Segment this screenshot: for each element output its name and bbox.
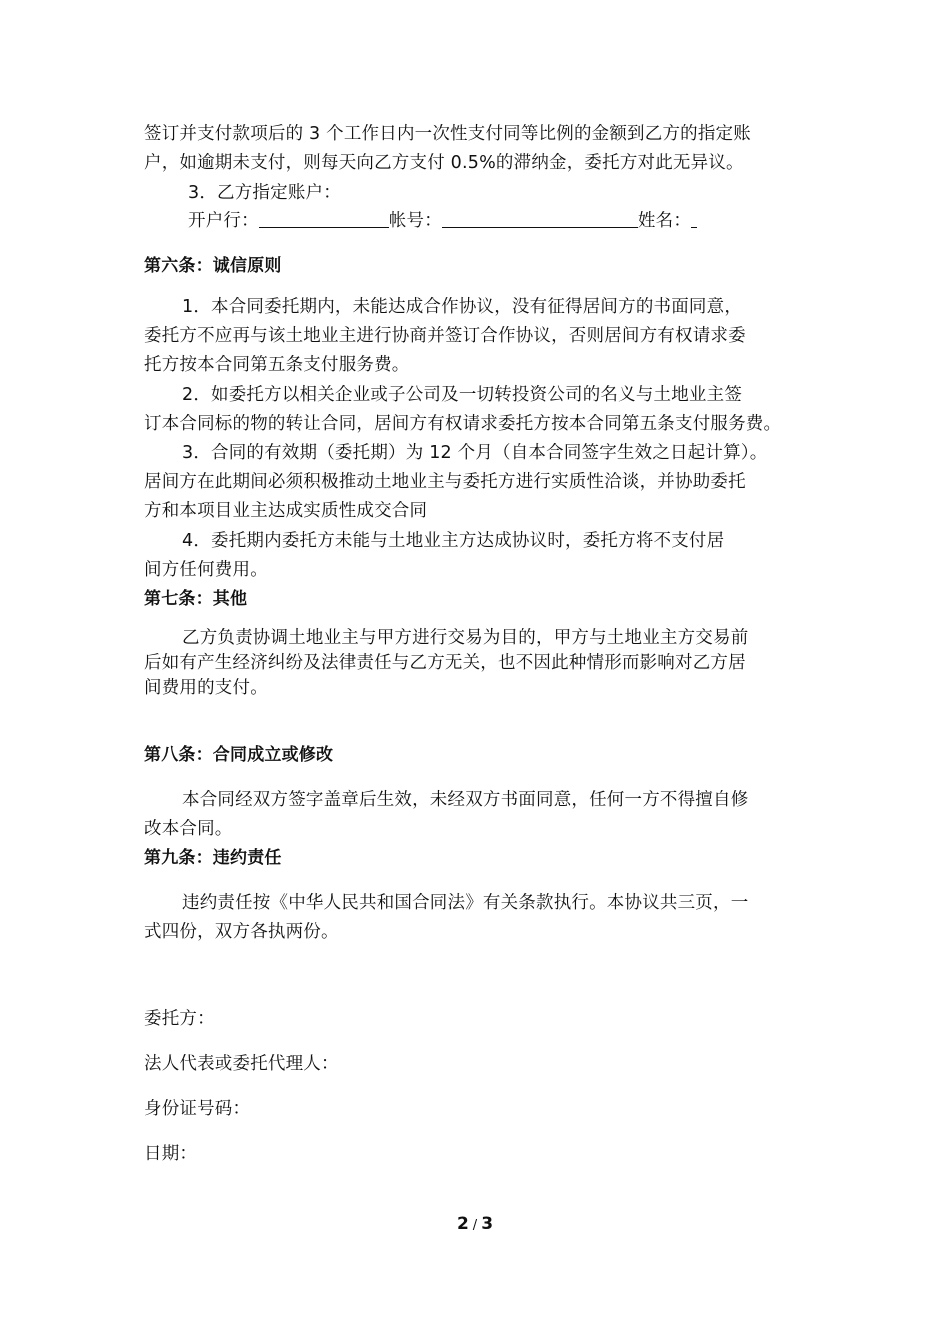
body-line: 居间方在此期间必须积极推动土地业主与委托方进行实质性洽谈，并协助委托 — [144, 472, 746, 492]
body-line: 订本合同标的物的转让合同，居间方有权请求委托方按本合同第五条支付服务费。 — [144, 414, 782, 434]
account-name-blank — [691, 209, 697, 228]
body-line: 间费用的支付。 — [144, 678, 268, 698]
account-line — [188, 207, 697, 235]
article-9-heading: 第九条：违约责任 — [144, 848, 282, 868]
signature-representative: 法人代表或委托代理人： — [144, 1054, 339, 1074]
body-line: 本合同经双方签字盖章后生效，未经双方书面同意，任何一方不得擅自修 — [182, 790, 749, 810]
page-total: 3 — [481, 1214, 494, 1234]
account-no-blank — [442, 209, 638, 228]
body-line: 乙方负责协调土地业主与甲方进行交易为目的，甲方与土地业主方交易前 — [182, 628, 749, 648]
body-line: 后如有产生经济纠纷及法律责任与乙方无关，也不因此种情形而影响对乙方居 — [144, 653, 746, 673]
body-line: 式四份，双方各执两份。 — [144, 922, 339, 942]
bank-blank — [259, 209, 389, 228]
signature-id-number: 身份证号码： — [144, 1099, 251, 1119]
account-no-label: 帐号： — [388, 211, 442, 231]
body-line: 委托方不应再与该土地业主进行协商并签订合作协议，否则居间方有权请求委 — [144, 326, 746, 346]
page-current: 2 — [456, 1214, 469, 1234]
body-line: 间方任何费用。 — [144, 560, 268, 580]
body-line: 3．乙方指定账户： — [188, 183, 341, 203]
body-line: 户，如逾期未支付，则每天向乙方支付 0.5%的滞纳金，委托方对此无异议。 — [144, 153, 744, 173]
body-line: 1．本合同委托期内，未能达成合作协议，没有征得居间方的书面同意， — [182, 297, 743, 317]
article-7-heading: 第七条：其他 — [144, 589, 248, 609]
page-number — [0, 1214, 950, 1234]
article-6-heading: 第六条：诚信原则 — [144, 256, 282, 276]
body-line: 托方按本合同第五条支付服务费。 — [144, 355, 410, 375]
article-8-heading: 第八条：合同成立或修改 — [144, 745, 334, 765]
account-name-label: 姓名： — [637, 211, 692, 231]
signature-date: 日期： — [144, 1144, 198, 1164]
body-line: 违约责任按《中华人民共和国合同法》有关条款执行。本协议共三页，一 — [182, 893, 749, 913]
body-line: 方和本项目业主达成实质性成交合同 — [144, 501, 428, 521]
bank-label: 开户行： — [188, 211, 259, 231]
signature-principal: 委托方： — [144, 1009, 215, 1029]
body-line: 改本合同。 — [144, 819, 233, 839]
body-line: 签订并支付款项后的 3 个工作日内一次性支付同等比例的金额到乙方的指定账 — [144, 124, 751, 144]
body-line: 2．如委托方以相关企业或子公司及一切转投资公司的名义与土地业主签 — [182, 385, 743, 405]
body-line: 3．合同的有效期（委托期）为 12 个月（自本合同签字生效之日起计算）。 — [182, 443, 768, 463]
body-line: 4．委托期内委托方未能与土地业主方达成协议时，委托方将不支付居 — [182, 531, 725, 551]
page-separator: / — [472, 1218, 478, 1233]
